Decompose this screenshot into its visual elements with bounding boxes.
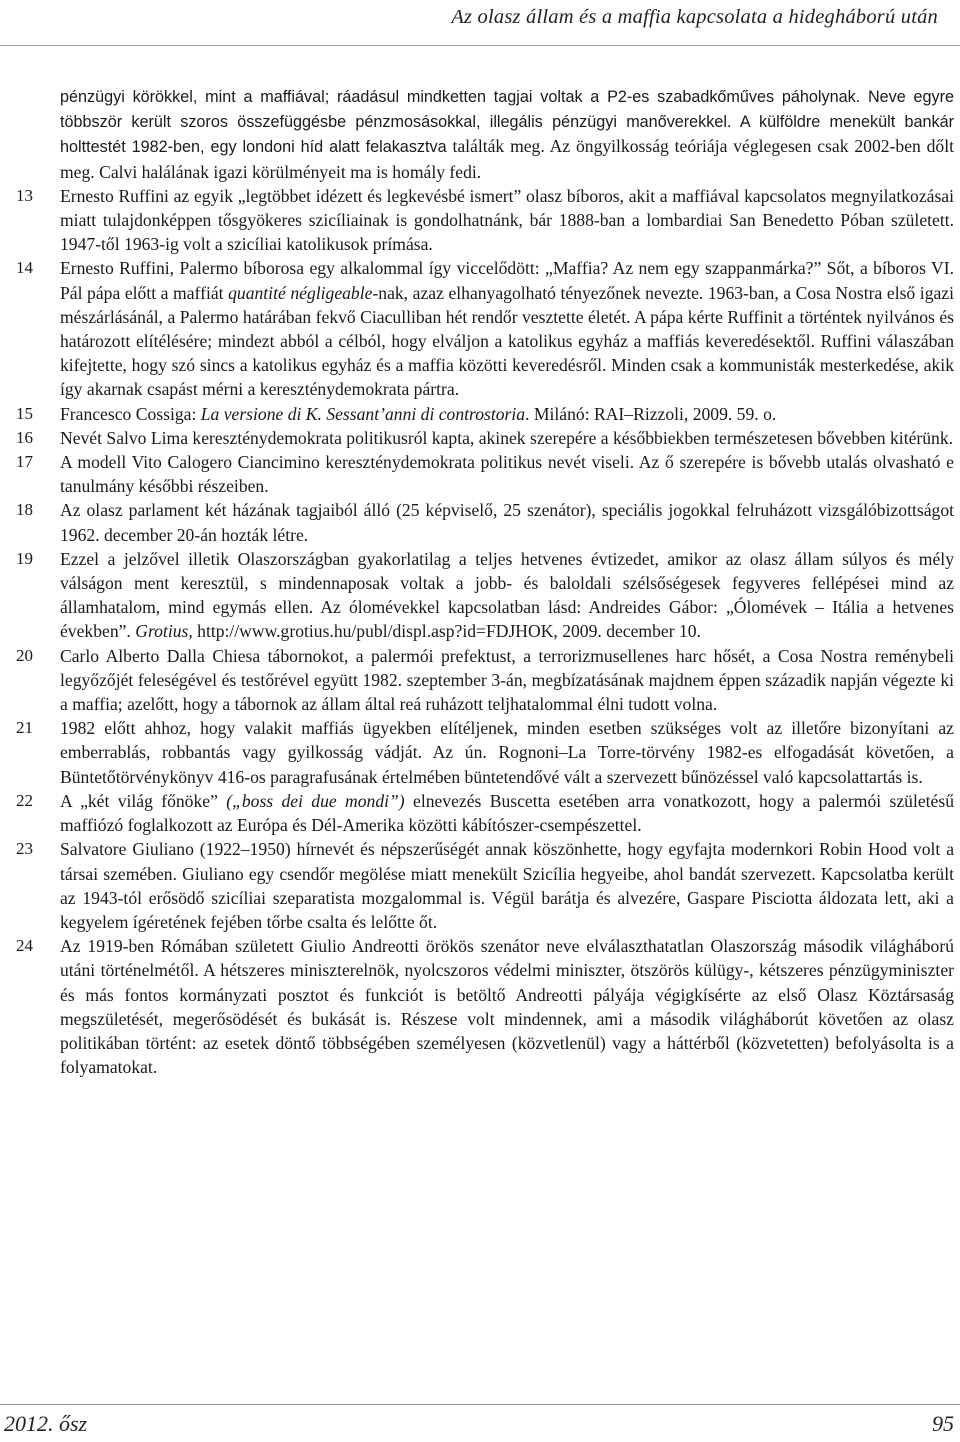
footnote (16, 644, 956, 717)
footnote-number: 22 (16, 790, 33, 810)
footnotes-block (16, 84, 956, 1079)
footnote-number: 16 (16, 427, 33, 447)
footnote (16, 184, 956, 257)
footnote-text: 1982 előtt ahhoz, hogy valakit maffiás ügyekben elítéljenek, minden esetben szükséges volt az illetőre bizonyítani az emberrablás, robbantás vagy gyilkosság vádját. Az ún. Rognoni–La Torre-törvény 1982-es elfogadását követően, a Büntetőtörvénykönyv 416-os paragrafusának értelmében büntetendővé vált a szervezett bűnözéssel való kapcsolattartás is. (60, 718, 954, 787)
footnote (16, 716, 956, 789)
footnote (16, 547, 956, 644)
footnote (16, 402, 956, 426)
footnote-text: Az 1919-ben Rómában született Giulio Andreotti örökös szenátor neve elválaszthatatlan Olaszország második világháború utáni történelmétől. A hétszeres miniszterelnök, nyolcszoros védelmi miniszter, ötszörös külügy-, kétszeres pénzügyminiszter és más fontos kormányzati posztot és funkciót is betöltő Andreotti pályája végigkísérte az első Olasz Köztársaság megszületését, megerősödését és bukását is. Részese volt mindennek, ami a második világháborút követően az olasz politikában történt: az esetek döntő többségében személyesen (közvetlenül) vagy a háttérből (közvetetten) befolyásolta is a folyamatokat. (60, 936, 954, 1078)
footnote (16, 426, 956, 450)
footnote-text: Carlo Alberto Dalla Chiesa tábornokot, a palermói prefektust, a terrorizmusellenes harc hősét, a Cosa Nostra reménybeli legyőzőjét feleségével és testőrével együtt 1982. szeptember 3-án, megbízatásának majdnem éppen századik napján végezte ki a maffia; azelőtt, hogy a tábornok az állam által reá ruházott teljhatalommal élni tudott volna. (60, 645, 954, 715)
continuation-text-sans: pénzügyi körökkel, mint a maffiával; ráadásul mindketten tagjai voltak a P2-es szabadkőműves páholynak. Neve egyre többször került szoros összefüggésbe pénzmosásokkal, illegális pénzügyi manőverekkel. A külföldre menekült bankár holttestét 1982-ben, egy londoni híd alatt felakasztva (60, 88, 954, 157)
footnote-number: 14 (16, 258, 33, 278)
footnote (16, 934, 956, 1079)
footnote-number: 21 (16, 718, 33, 738)
footnote-number: 19 (16, 548, 33, 568)
footnote-text: Ezzel a jelzővel illetik Olaszországban gyakorlatilag a teljes hetvenes évtizedet, amikor az olasz állam súlyos és mély válságon ment keresztül, s mindennaposak voltak a jobb- és baloldali szélsőségesek fegyveres fellépései mind az államhatalom, mind egymás ellen. Az ólomévekkel kapcsolatban lásd: Andreides Gábor: „Ólomévek – Itália a hetvenes években”. Grotius, http://www.grotius.hu/publ/displ.asp?id=FDJHOK, 2009. december 10. (60, 548, 954, 642)
footnote-text: Francesco Cossiga: La versione di K. Sessant’anni di controstoria. Milánó: RAI–Rizzoli, 2009. 59. o. (60, 403, 777, 424)
footnote-number: 17 (16, 452, 33, 472)
footnote-number: 18 (16, 500, 33, 520)
footnote-text: Ernesto Ruffini, Palermo bíborosa egy alkalommal így viccelődött: „Maffia? Az nem egy szappanmárka?” Sőt, a bíboros VI. Pál pápa előtt a maffiát quantité négligeable-nak, azaz elhanyagolható tényezőnek nevezte. 1963-ban, a Cosa Nostra első igazi mészárlásánál, a Palermo határában fekvő Ciaculliban hét rendőr vesztette életét. A pápa kérte Ruffinit a történtek nyilvános és határozott elítélésére; mindezt abból a célból, hogy elváljon a katolikus egyház a maffiás keveredésektől. Ruffini válaszában kifejtette, hogy szó sincs a katolikus egyház és a maffia közötti keveredésről. Minden csak a kommunisták mesterkedése, akik így akarnak csapást mérni a kereszténydemokrata pártra. (60, 258, 954, 400)
footer-rule (0, 1404, 960, 1405)
header-rule (0, 45, 960, 46)
italic-phrase: quantité négligeable (228, 282, 373, 303)
book-title: La versione di K. Sessant’anni di controstoria (200, 403, 526, 424)
footnote (16, 789, 956, 837)
footnote (16, 450, 956, 498)
footnote-number: 23 (16, 839, 33, 859)
continuation-paragraph (16, 84, 956, 184)
footnote-text: A modell Vito Calogero Ciancimino kereszténydemokrata politikus nevét viseli. Az ő szerepére is bővebb utalás olvasható e tanulmány későbbi részeiben. (60, 452, 954, 497)
italic-phrase: („boss dei due mondi”) (226, 790, 405, 811)
page-number: 95 (932, 1411, 954, 1436)
issue-label: 2012. ősz (4, 1411, 88, 1436)
footnote-number: 24 (16, 936, 33, 956)
footnote (16, 256, 956, 401)
footnote-number: 13 (16, 185, 33, 205)
journal-name: Grotius, (135, 621, 193, 642)
footnote (16, 498, 956, 546)
footnote-number: 15 (16, 403, 33, 423)
footnote-text: Ernesto Ruffini az egyik „legtöbbet idézett és legkevésbé ismert” olasz bíboros, akit a maffiával kapcsolatos megnyilatkozásai miatt tulajdonképpen tősgyökeres szicíliainak is gondolhatnánk, bár 1888-ban a lombardiai San Benedetto Póban született. 1947-től 1963-ig volt a szicíliai katolikusok prímása. (60, 185, 954, 255)
running-head-title: Az olasz állam és a maffia kapcsolata a hidegháború után (451, 6, 938, 28)
continuation-text: találták meg. Az öngyilkosság teóriája véglegesen csak 2002-ben dőlt meg. Calvi halálának igazi körülményeit ma is homály fedi. (60, 136, 955, 182)
footnote-number: 20 (16, 645, 33, 665)
footnote (16, 837, 956, 934)
footnote-text: Salvatore Giuliano (1922–1950) hírnevét és népszerűségét annak köszönhette, hogy egyfajta modernkori Robin Hood volt a társai szemében. Giuliano egy csendőr megölése miatt menekült Szicília hegyeibe, ahol bandát szervezett. Kapcsolatba került az 1943-tól erősödő szicíliai szeparatista mozgalommal is. Végül barátja és alvezére, Gaspare Pisciotta áldozata lett, aki a kegyelem ígéretének fejében tőrbe csalta és lelőtte őt. (60, 839, 954, 932)
footnote-text: A „két világ főnöke” („boss dei due mondi”) elnevezés Buscetta esetében arra vonatkozott, hogy a palermói születésű maffiózó foglalkozott az Európa és Dél-Amerika közötti kábítószer-csempészettel. (60, 790, 954, 836)
footnote-text: Az olasz parlament két házának tagjaiból álló (25 képviselő, 25 szenátor), speciális jogokkal felruházott vizsgálóbizottságot 1962. december 20-án hozták létre. (60, 500, 954, 545)
footnote-text: Nevét Salvo Lima kereszténydemokrata politikusról kapta, akinek szerepére a későbbiekben természetesen bővebben kitérünk. (60, 427, 954, 448)
